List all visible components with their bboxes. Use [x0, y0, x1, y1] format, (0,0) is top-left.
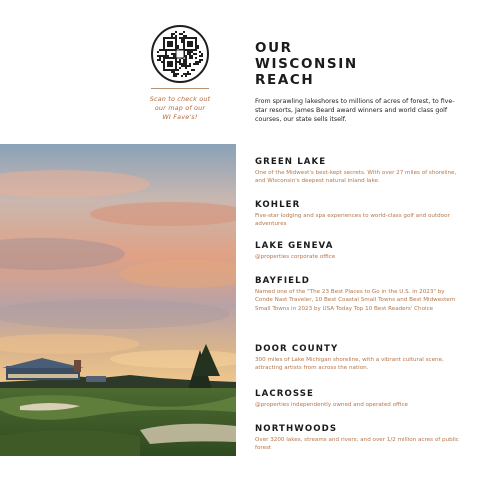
qr-module: [195, 57, 197, 59]
page-title-line: OUR: [255, 40, 293, 56]
qr-module: [179, 37, 181, 39]
qr-module: [173, 75, 175, 77]
qr-module: [173, 33, 175, 35]
qr-module: [189, 57, 191, 59]
qr-module: [185, 55, 187, 57]
place-description: One of the Midwest's best-kept secrets. With over 27 miles of shoreline, and Wisconsin's deepest natural inland lake.: [255, 170, 457, 185]
qr-module: [201, 55, 203, 57]
qr-module: [193, 63, 195, 65]
qr-module: [159, 55, 161, 57]
qr-module: [197, 61, 199, 63]
qr-module: [201, 59, 203, 61]
place-northwoods: [255, 424, 460, 453]
qr-module: [201, 53, 203, 55]
qr-code[interactable]: [151, 25, 209, 83]
place-name: NORTHWOODS: [255, 424, 338, 434]
qr-caption: [138, 95, 222, 121]
qr-module: [199, 61, 201, 63]
qr-module: [181, 41, 183, 43]
place-description: Five-star lodging and spa experiences to world-class golf and outdoor adventures: [255, 213, 450, 228]
qr-module: [175, 75, 177, 77]
qr-module: [183, 61, 185, 63]
qr-module: [189, 51, 191, 53]
qr-module: [189, 53, 191, 55]
qr-module: [193, 69, 195, 71]
qr-module: [187, 51, 189, 53]
qr-module: [185, 35, 187, 37]
qr-code-pattern: [157, 31, 203, 77]
qr-module: [189, 73, 191, 75]
qr-module: [189, 63, 191, 65]
qr-module: [179, 67, 181, 69]
qr-module: [171, 35, 173, 37]
qr-finder: [167, 41, 173, 47]
qr-module: [173, 73, 175, 75]
qr-module: [161, 61, 163, 63]
place-lake-geneva: [255, 241, 460, 261]
place-description: Named one of the "The 23 Best Places to Go in the U.S. in 2023" by Conde Nast Traveler, 10 Best Coastal Small Towns and Best Midwestern Small Towns in 2023 by USA Today Top 10 Best Readers' Choice: [255, 289, 456, 312]
qr-module: [171, 71, 173, 73]
page-title-line: WISCONSIN: [255, 56, 358, 72]
qr-module: [165, 51, 167, 53]
qr-caption-line: WI Fave's!: [162, 112, 198, 121]
qr-module: [183, 63, 185, 65]
place-bayfield: [255, 276, 460, 313]
qr-code-badge: [151, 25, 209, 83]
place-description: @properties corporate office: [255, 254, 336, 260]
qr-module: [189, 55, 191, 57]
page-title: [255, 40, 358, 88]
qr-module: [177, 47, 179, 49]
qr-module: [187, 71, 189, 73]
qr-module: [185, 57, 187, 59]
intro-paragraph: From sprawling lakeshores to millions of acres of forest, to five-star resorts, James Beard award winners and world class golf courses, our state sells itself.: [255, 98, 455, 124]
qr-module: [175, 35, 177, 37]
place-green-lake: [255, 157, 460, 186]
qr-module: [177, 69, 179, 71]
qr-module: [181, 39, 183, 41]
qr-module: [167, 55, 169, 57]
qr-module: [179, 63, 181, 65]
qr-finder: [187, 41, 193, 47]
place-name: GREEN LAKE: [255, 157, 327, 167]
golf-course-sunset-photo: [0, 144, 236, 456]
qr-module: [179, 61, 181, 63]
qr-module: [159, 57, 161, 59]
page-title-line: REACH: [255, 72, 315, 88]
qr-module: [185, 59, 187, 61]
place-door-county: [255, 344, 460, 373]
qr-module: [185, 61, 187, 63]
qr-module: [165, 55, 167, 57]
qr-module: [195, 63, 197, 65]
qr-module: [191, 69, 193, 71]
qr-module: [191, 51, 193, 53]
qr-module: [183, 73, 185, 75]
qr-module: [177, 45, 179, 47]
qr-module: [195, 53, 197, 55]
qr-module: [183, 59, 185, 61]
qr-module: [159, 59, 161, 61]
place-name: BAYFIELD: [255, 276, 310, 286]
qr-module: [197, 45, 199, 47]
qr-module: [173, 55, 175, 57]
qr-module: [185, 65, 187, 67]
place-description: @properties independently owned and operated office: [255, 402, 408, 408]
qr-module: [189, 65, 191, 67]
qr-module: [183, 31, 185, 33]
qr-module: [177, 73, 179, 75]
place-description: Over 3200 lakes, streams and rivers; and over 1/2 million acres of public forest: [255, 437, 459, 452]
qr-module: [179, 59, 181, 61]
qr-module: [163, 55, 165, 57]
qr-module: [181, 33, 183, 35]
place-kohler: [255, 200, 460, 229]
qr-module: [161, 49, 163, 51]
place-name: LACROSSE: [255, 389, 315, 399]
qr-module: [199, 59, 201, 61]
qr-module: [193, 53, 195, 55]
qr-module: [199, 55, 201, 57]
qr-module: [175, 31, 177, 33]
qr-module: [183, 35, 185, 37]
qr-module: [185, 75, 187, 77]
qr-divider: [151, 88, 209, 89]
place-lacrosse: [255, 389, 460, 409]
place-description: 300 miles of Lake Michigan shoreline, with a vibrant cultural scene, attracting artists from across the nation.: [255, 357, 444, 372]
qr-module: [181, 75, 183, 77]
landscape-illustration: [0, 144, 236, 456]
qr-finder: [167, 61, 173, 67]
qr-module: [173, 53, 175, 55]
qr-module: [197, 63, 199, 65]
qr-module: [195, 61, 197, 63]
qr-module: [197, 47, 199, 49]
qr-module: [161, 55, 163, 57]
qr-module: [173, 71, 175, 73]
qr-module: [171, 53, 173, 55]
qr-module: [157, 51, 159, 53]
qr-module: [165, 53, 167, 55]
qr-module: [185, 67, 187, 69]
qr-module: [159, 49, 161, 51]
qr-module: [157, 59, 159, 61]
qr-module: [187, 73, 189, 75]
qr-caption-line: our map of our: [154, 103, 206, 112]
qr-module: [171, 33, 173, 35]
qr-center-logo: [176, 50, 184, 58]
place-name: DOOR COUNTY: [255, 344, 339, 354]
qr-module: [177, 61, 179, 63]
qr-module: [157, 55, 159, 57]
qr-module: [181, 37, 183, 39]
qr-module: [185, 73, 187, 75]
qr-module: [191, 55, 193, 57]
qr-module: [187, 53, 189, 55]
qr-module: [179, 33, 181, 35]
qr-module: [181, 63, 183, 65]
qr-module: [187, 65, 189, 67]
qr-module: [199, 51, 201, 53]
place-name: LAKE GENEVA: [255, 241, 334, 251]
qr-module: [191, 57, 193, 59]
qr-module: [175, 73, 177, 75]
qr-module: [185, 63, 187, 65]
qr-module: [181, 65, 183, 67]
place-name: KOHLER: [255, 200, 301, 210]
qr-caption-line: Scan to check out: [149, 95, 211, 103]
qr-module: [183, 65, 185, 67]
